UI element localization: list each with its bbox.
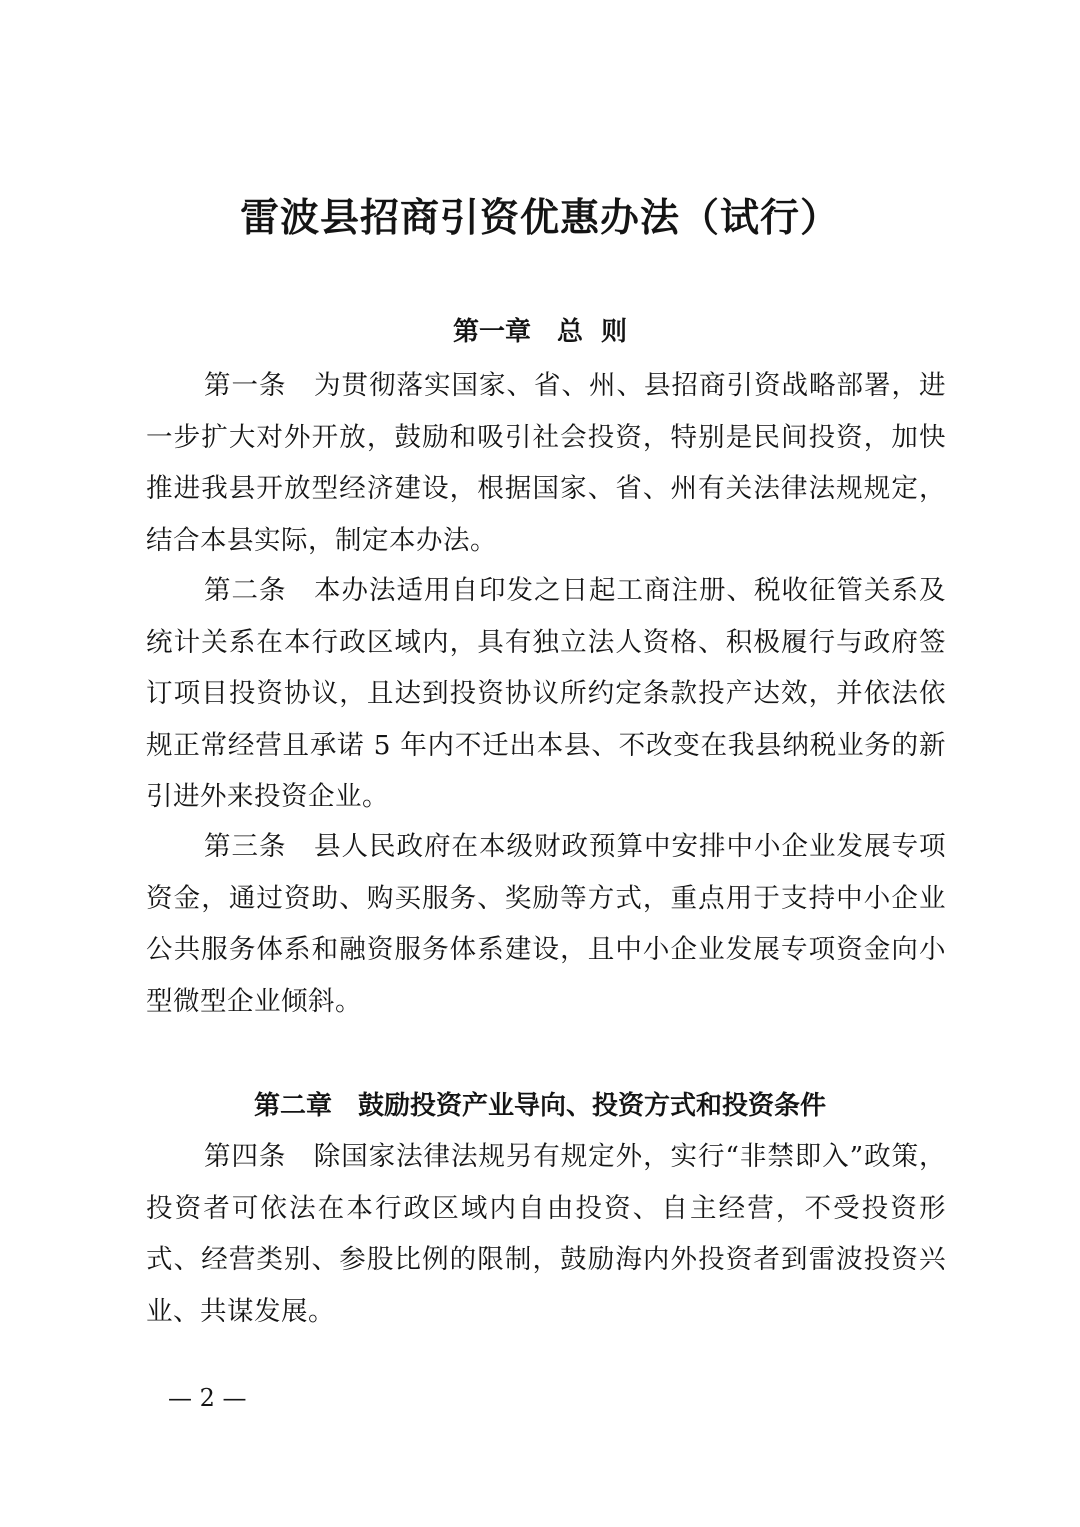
article-label: 第四条: [204, 1141, 287, 1172]
article-paragraph: [146, 821, 946, 1027]
chapter-heading: 第一章 总 则: [452, 317, 628, 347]
article-text: 县人民政府在本级财政预算中安排中小企业发展专项资金，通过资助、购买服务、奖励等方式，重点用于支持中小企业公共服务体系和融资服务体系建设，且中小企业发展专项资金向小型微型企业倾斜。: [146, 831, 946, 1017]
article-paragraph: [146, 360, 946, 566]
article-label: 第二条: [204, 575, 287, 606]
article-text: 为贯彻落实国家、省、州、县招商引资战略部署，进一步扩大对外开放，鼓励和吸引社会投资，特别是民间投资，加快推进我县开放型经济建设，根据国家、省、州有关法律法规规定，结合本县实际，制定本办法。: [146, 370, 946, 556]
article-paragraph: [146, 1131, 946, 1337]
article-label: 第三条: [204, 831, 287, 862]
article-text: 除国家法律法规另有规定外，实行“非禁即入”政策，投资者可依法在本行政区域内自由投资、自主经营，不受投资形式、经营类别、参股比例的限制，鼓励海内外投资者到雷波投资兴业、共谋发展。: [146, 1141, 947, 1327]
chapter-heading: 第二章 鼓励投资产业导向、投资方式和投资条件: [253, 1091, 826, 1121]
document-title: 雷波县招商引资优惠办法（试行）: [239, 195, 840, 241]
article-paragraph: [146, 565, 946, 823]
article-label: 第一条: [204, 370, 287, 401]
article-text: 本办法适用自印发之日起工商注册、税收征管关系及统计关系在本行政区域内，具有独立法人资格、积极履行与政府签订项目投资协议，且达到投资协议所约定条款投产达效，并依法依规正常经营且承诺 5 年内不迁出本县、不改变在我县纳税业务的新引进外来投资企业。: [146, 575, 946, 812]
page-number: — 2 —: [168, 1384, 247, 1412]
